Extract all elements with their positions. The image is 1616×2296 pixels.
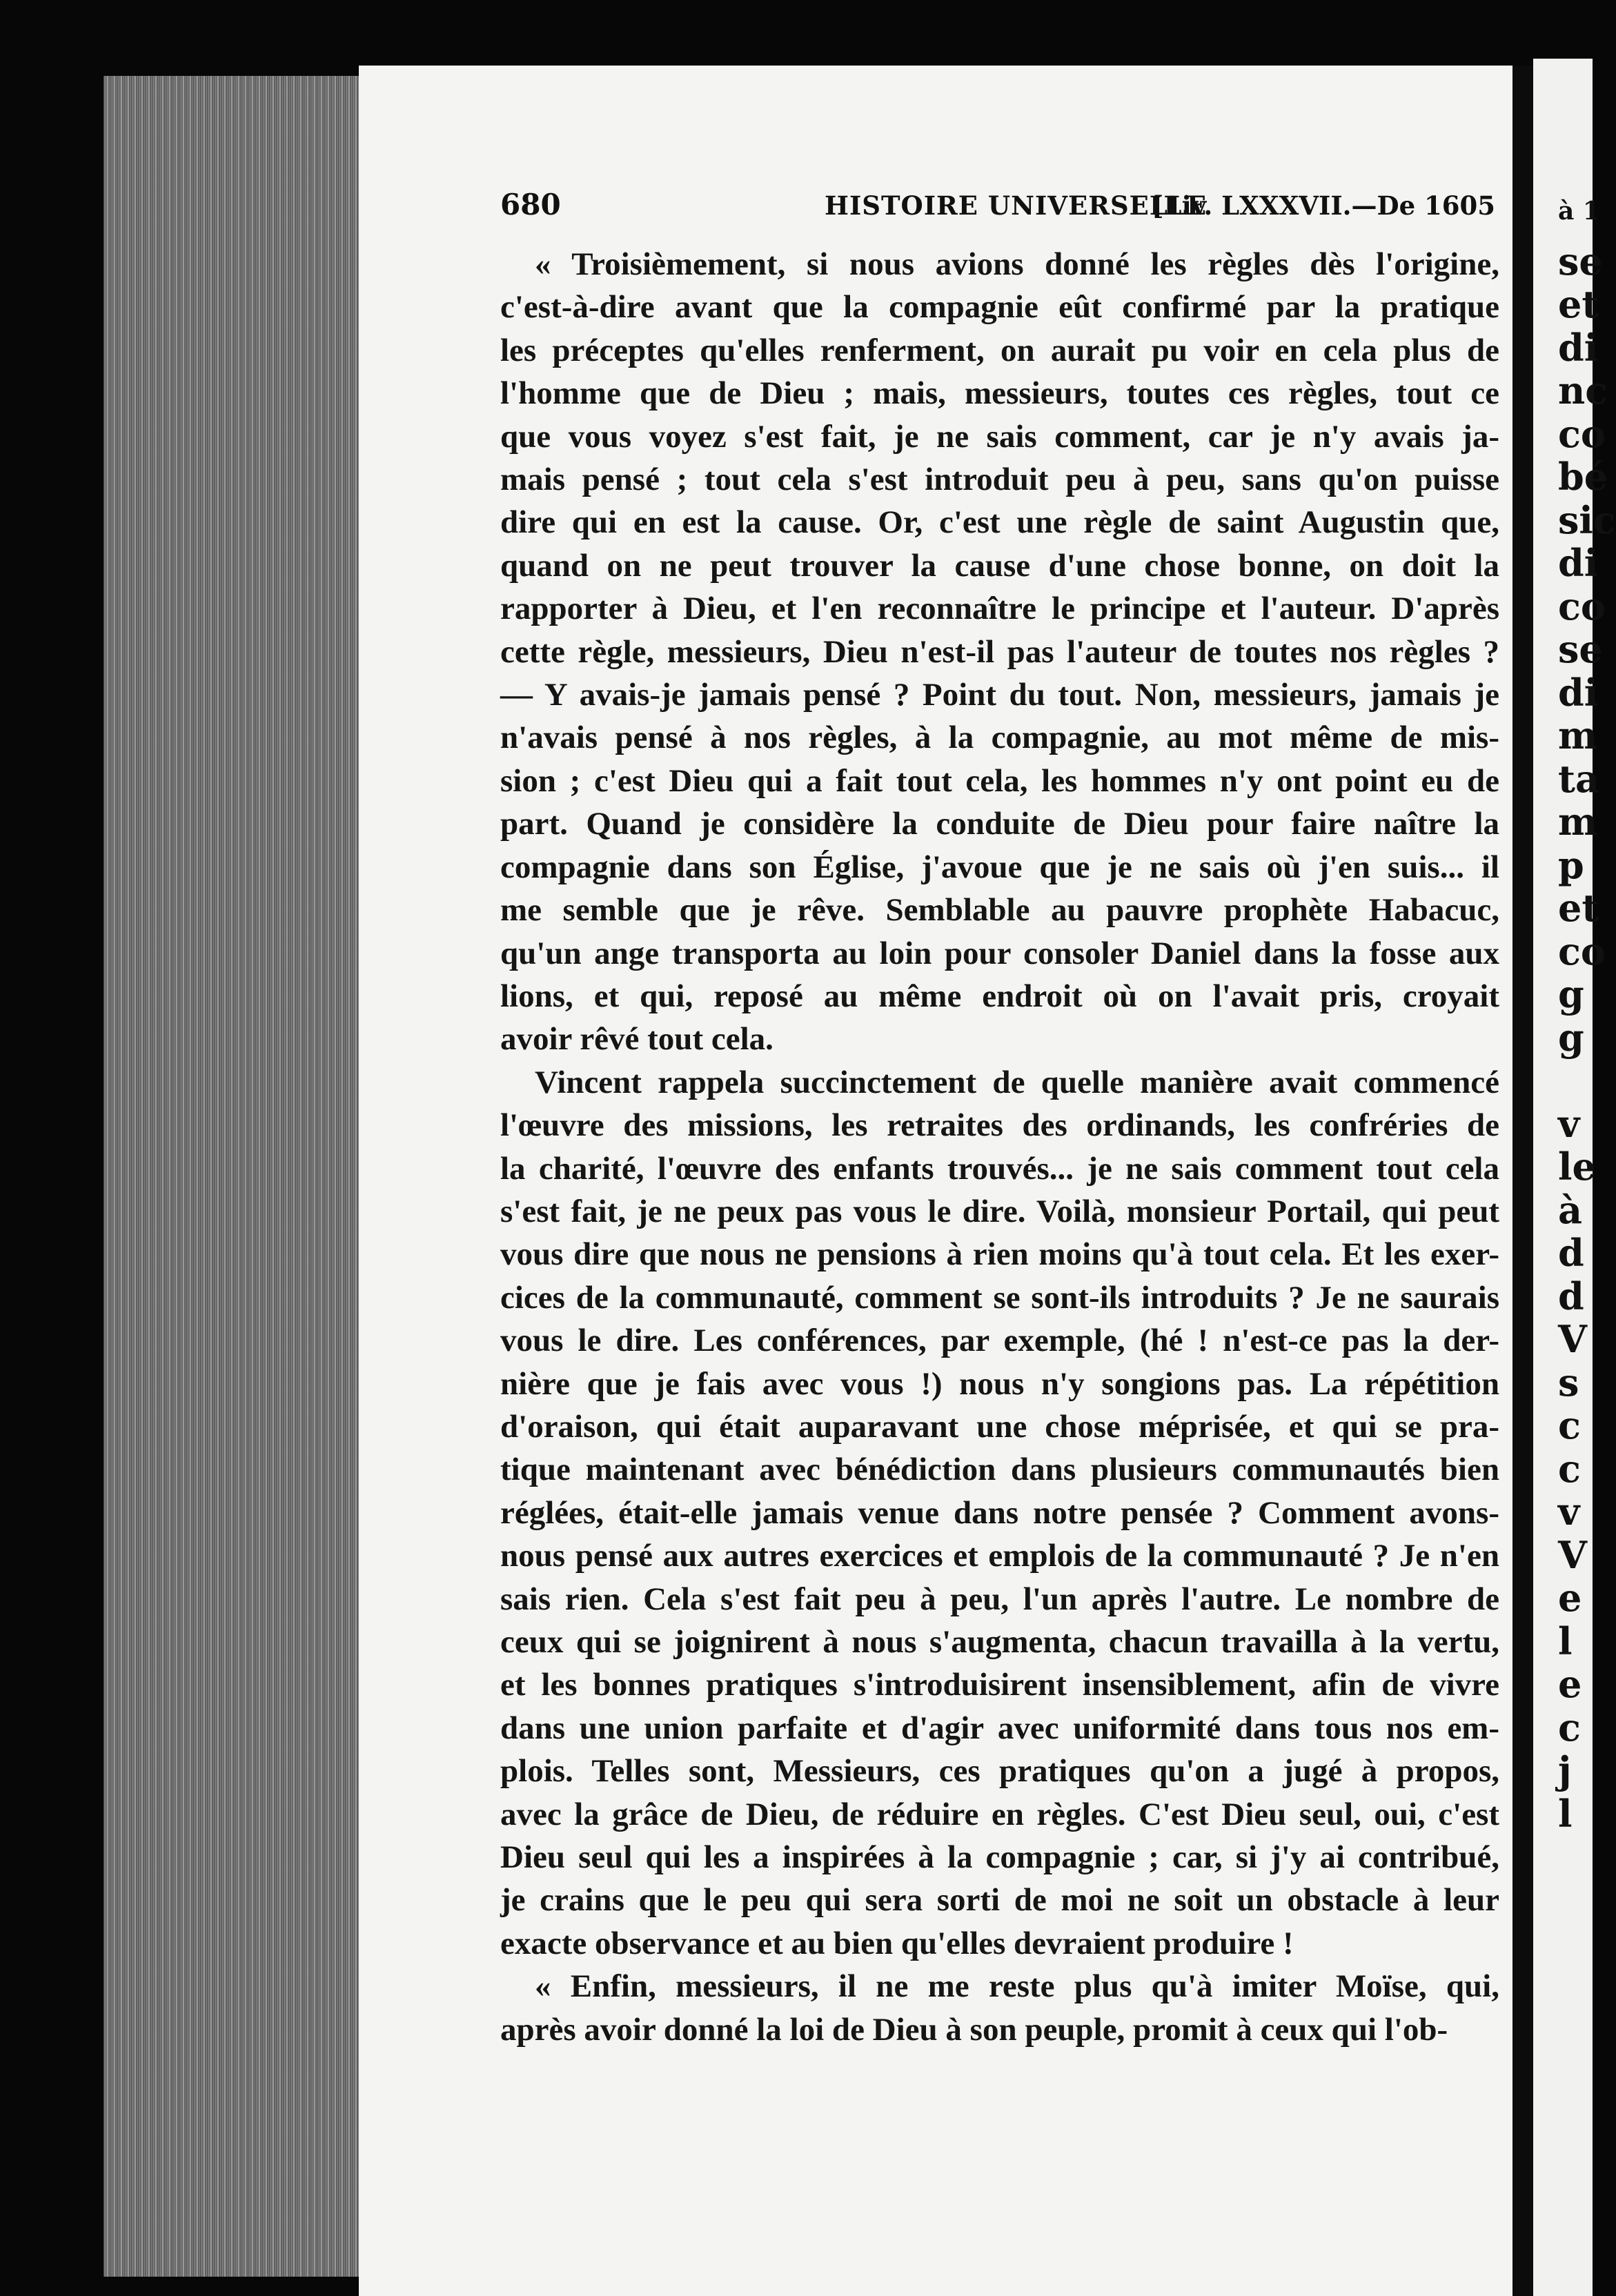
text-line: ceux qui se joignirent à nous s'augmenta, chacun travailla à la vertu,	[500, 1624, 1499, 1660]
text-line: part. Quand je considère la conduite de Dieu pour faire naître la	[500, 806, 1499, 842]
text-line: nière que je fais avec vous !) nous n'y songions pas. La répétition	[500, 1365, 1499, 1402]
facing-page-fragment-line: di	[1558, 670, 1599, 715]
facing-page-fragment-line: di	[1558, 541, 1599, 585]
text-line: réglées, était-elle jamais venue dans notre pensée ? Comment avons-	[500, 1494, 1499, 1531]
running-title: HISTOIRE UNIVERSELLE	[825, 190, 1208, 221]
text-line: qu'un ange transporta au loin pour consoler Daniel dans la fosse aux	[500, 935, 1499, 971]
facing-page-text	[1558, 190, 1616, 1835]
text-line: l'homme que de Dieu ; mais, messieurs, toutes ces règles, tout ce	[500, 375, 1499, 412]
facing-page-header: à 1	[1558, 197, 1600, 226]
page-gutter	[1512, 66, 1533, 2296]
text-line: « Troisièmement, si nous avions donné les règles dès l'origine,	[535, 246, 1499, 282]
text-line: Dieu seul qui les a inspirées à la compagnie ; car, si j'y ai contribué,	[500, 1839, 1499, 1876]
text-line: plois. Telles sont, Messieurs, ces pratiques qu'on a jugé à propos,	[500, 1753, 1499, 1790]
facing-page-fragment-line: v	[1558, 1101, 1580, 1146]
text-line: je crains que le peu qui sera sorti de moi ne soit un obstacle à leur	[500, 1882, 1499, 1919]
facing-page-fragment-line: se	[1558, 627, 1603, 671]
text-line: dans une union parfaite et d'agir avec uniformité dans tous nos em-	[500, 1710, 1499, 1746]
facing-page-fragment-line: c	[1558, 1446, 1581, 1491]
text-line: sion ; c'est Dieu qui a fait tout cela, les hommes n'y ont point eu de	[500, 762, 1499, 799]
text-line: mais pensé ; tout cela s'est introduit peu à peu, sans qu'on puisse	[500, 462, 1499, 498]
text-line: tique maintenant avec bénédiction dans plusieurs communautés bien	[500, 1452, 1499, 1488]
text-line: cices de la communauté, comment se sont-ils introduits ? Je ne saurais	[500, 1279, 1499, 1316]
text-line: d'oraison, qui était auparavant une chose méprisée, et qui se pra-	[500, 1408, 1499, 1445]
facing-page-fragment-line: co	[1558, 584, 1606, 629]
facing-page-fragment-line: d	[1558, 1274, 1584, 1318]
text-line: cette règle, messieurs, Dieu n'est-il pas l'auteur de toutes nos règles ?	[500, 633, 1499, 670]
facing-page-fragment-line: ta	[1558, 756, 1599, 801]
text-line: avec la grâce de Dieu, de réduire en règles. C'est Dieu seul, oui, c'est	[500, 1796, 1499, 1832]
facing-page-fragment-line: c	[1558, 1705, 1581, 1750]
facing-page-fragment-line: à	[1558, 1187, 1582, 1232]
text-line: quand on ne peut trouver la cause d'une chose bonne, on doit la	[500, 547, 1499, 584]
page-number: 680	[500, 188, 561, 221]
facing-page-fragment-line: m	[1558, 800, 1598, 844]
text-line: après avoir donné la loi de Dieu à son peuple, promit à ceux qui l'ob-	[500, 2011, 1448, 2048]
text-line: rapporter à Dieu, et l'en reconnaître le principe et l'auteur. D'après	[500, 591, 1499, 627]
text-line: n'avais pensé à nos règles, à la compagnie, au mot même de mis-	[500, 720, 1499, 756]
text-line: et les bonnes pratiques s'introduisirent insensiblement, afin de vivre	[500, 1667, 1499, 1703]
text-line: vous dire que nous ne pensions à rien moins qu'à tout cela. Et les exer-	[500, 1236, 1499, 1273]
text-line: — Y avais-je jamais pensé ? Point du tout. Non, messieurs, jamais je	[500, 677, 1499, 713]
text-line: sais rien. Cela s'est fait peu à peu, l'un après l'autre. Le nombre de	[500, 1581, 1499, 1617]
text-line: « Enfin, messieurs, il ne me reste plus qu'à imiter Moïse, qui,	[535, 1968, 1499, 2005]
facing-page-fragment	[1533, 59, 1616, 2296]
facing-page-fragment-line: s	[1558, 1360, 1579, 1405]
facing-page-fragment-line: c	[1558, 1403, 1581, 1447]
text-line: Vincent rappela succinctement de quelle manière avait commencé	[535, 1064, 1499, 1100]
text-line: l'œuvre des missions, les retraites des ordinands, les confréries de	[500, 1107, 1499, 1144]
facing-page-fragment-line: l	[1558, 1791, 1573, 1836]
text-line: me semble que je rêve. Semblable au pauvre prophète Habacuc,	[500, 892, 1499, 929]
facing-page-fragment-line: et	[1558, 282, 1599, 326]
facing-page-fragment-line: l	[1558, 1619, 1573, 1663]
facing-page-fragment-line: g	[1558, 1015, 1584, 1060]
text-line: les préceptes qu'elles renferment, on aurait pu voir en cela plus de	[500, 332, 1499, 368]
text-line: exacte observance et au bien qu'elles devraient produire !	[500, 1925, 1294, 1961]
facing-page-fragment-line: bé	[1558, 455, 1608, 499]
facing-page-fragment-line: m	[1558, 713, 1598, 758]
book-page-edges	[104, 76, 367, 2277]
facing-page-fragment-line: V	[1558, 1532, 1587, 1577]
text-line: dire qui en est la cause. Or, c'est une règle de saint Augustin que,	[500, 504, 1499, 541]
running-header	[500, 188, 1495, 229]
text-line: nous pensé aux autres exercices et emplois de la communauté ? Je n'en	[500, 1538, 1499, 1574]
facing-page-fragment-line: di	[1558, 325, 1599, 370]
facing-page-fragment-line: e	[1558, 1576, 1582, 1620]
facing-page-fragment-line: et	[1558, 886, 1599, 930]
facing-page-fragment-line	[1558, 1059, 1616, 1102]
text-line: vous le dire. Les conférences, par exemple, (hé ! n'est-ce pas la der-	[500, 1323, 1499, 1359]
text-line: lions, et qui, reposé au même endroit où on l'avait pris, croyait	[500, 978, 1499, 1014]
text-line: avoir rêvé tout cela.	[500, 1021, 773, 1058]
facing-page-fragment-line: nc	[1558, 368, 1608, 413]
facing-page-fragment-line: p	[1558, 842, 1584, 887]
facing-page-fragment-line: se	[1558, 239, 1603, 284]
text-line: s'est fait, je ne peux pas vous le dire. Voilà, monsieur Portail, qui peut	[500, 1193, 1499, 1229]
facing-page-fragment-line: v	[1558, 1490, 1580, 1534]
book-reference: [Liv. LXXXVII.—De 1605	[1152, 190, 1495, 221]
body-text	[500, 243, 1499, 2051]
facing-page-fragment-line: sic	[1558, 497, 1616, 542]
facing-page-fragment-line: d	[1558, 1231, 1584, 1275]
text-line: c'est-à-dire avant que la compagnie eût confirmé par la pratique	[500, 289, 1499, 326]
text-line: compagnie dans son Église, j'avoue que je ne sais où j'en suis... il	[500, 849, 1499, 885]
facing-page-fragment-line: e	[1558, 1662, 1582, 1706]
facing-page-fragment-line: co	[1558, 411, 1606, 456]
text-line: que vous voyez s'est fait, je ne sais comment, car je n'y avais ja-	[500, 418, 1499, 455]
facing-page-fragment-line: le	[1558, 1145, 1596, 1189]
facing-page-fragment-line: V	[1558, 1317, 1587, 1361]
facing-page-fragment-line: j	[1558, 1748, 1572, 1792]
facing-page-fragment-line: g	[1558, 972, 1584, 1016]
facing-page-fragment-line: co	[1558, 929, 1606, 973]
text-line: la charité, l'œuvre des enfants trouvés... je ne sais comment tout cela	[500, 1150, 1499, 1187]
